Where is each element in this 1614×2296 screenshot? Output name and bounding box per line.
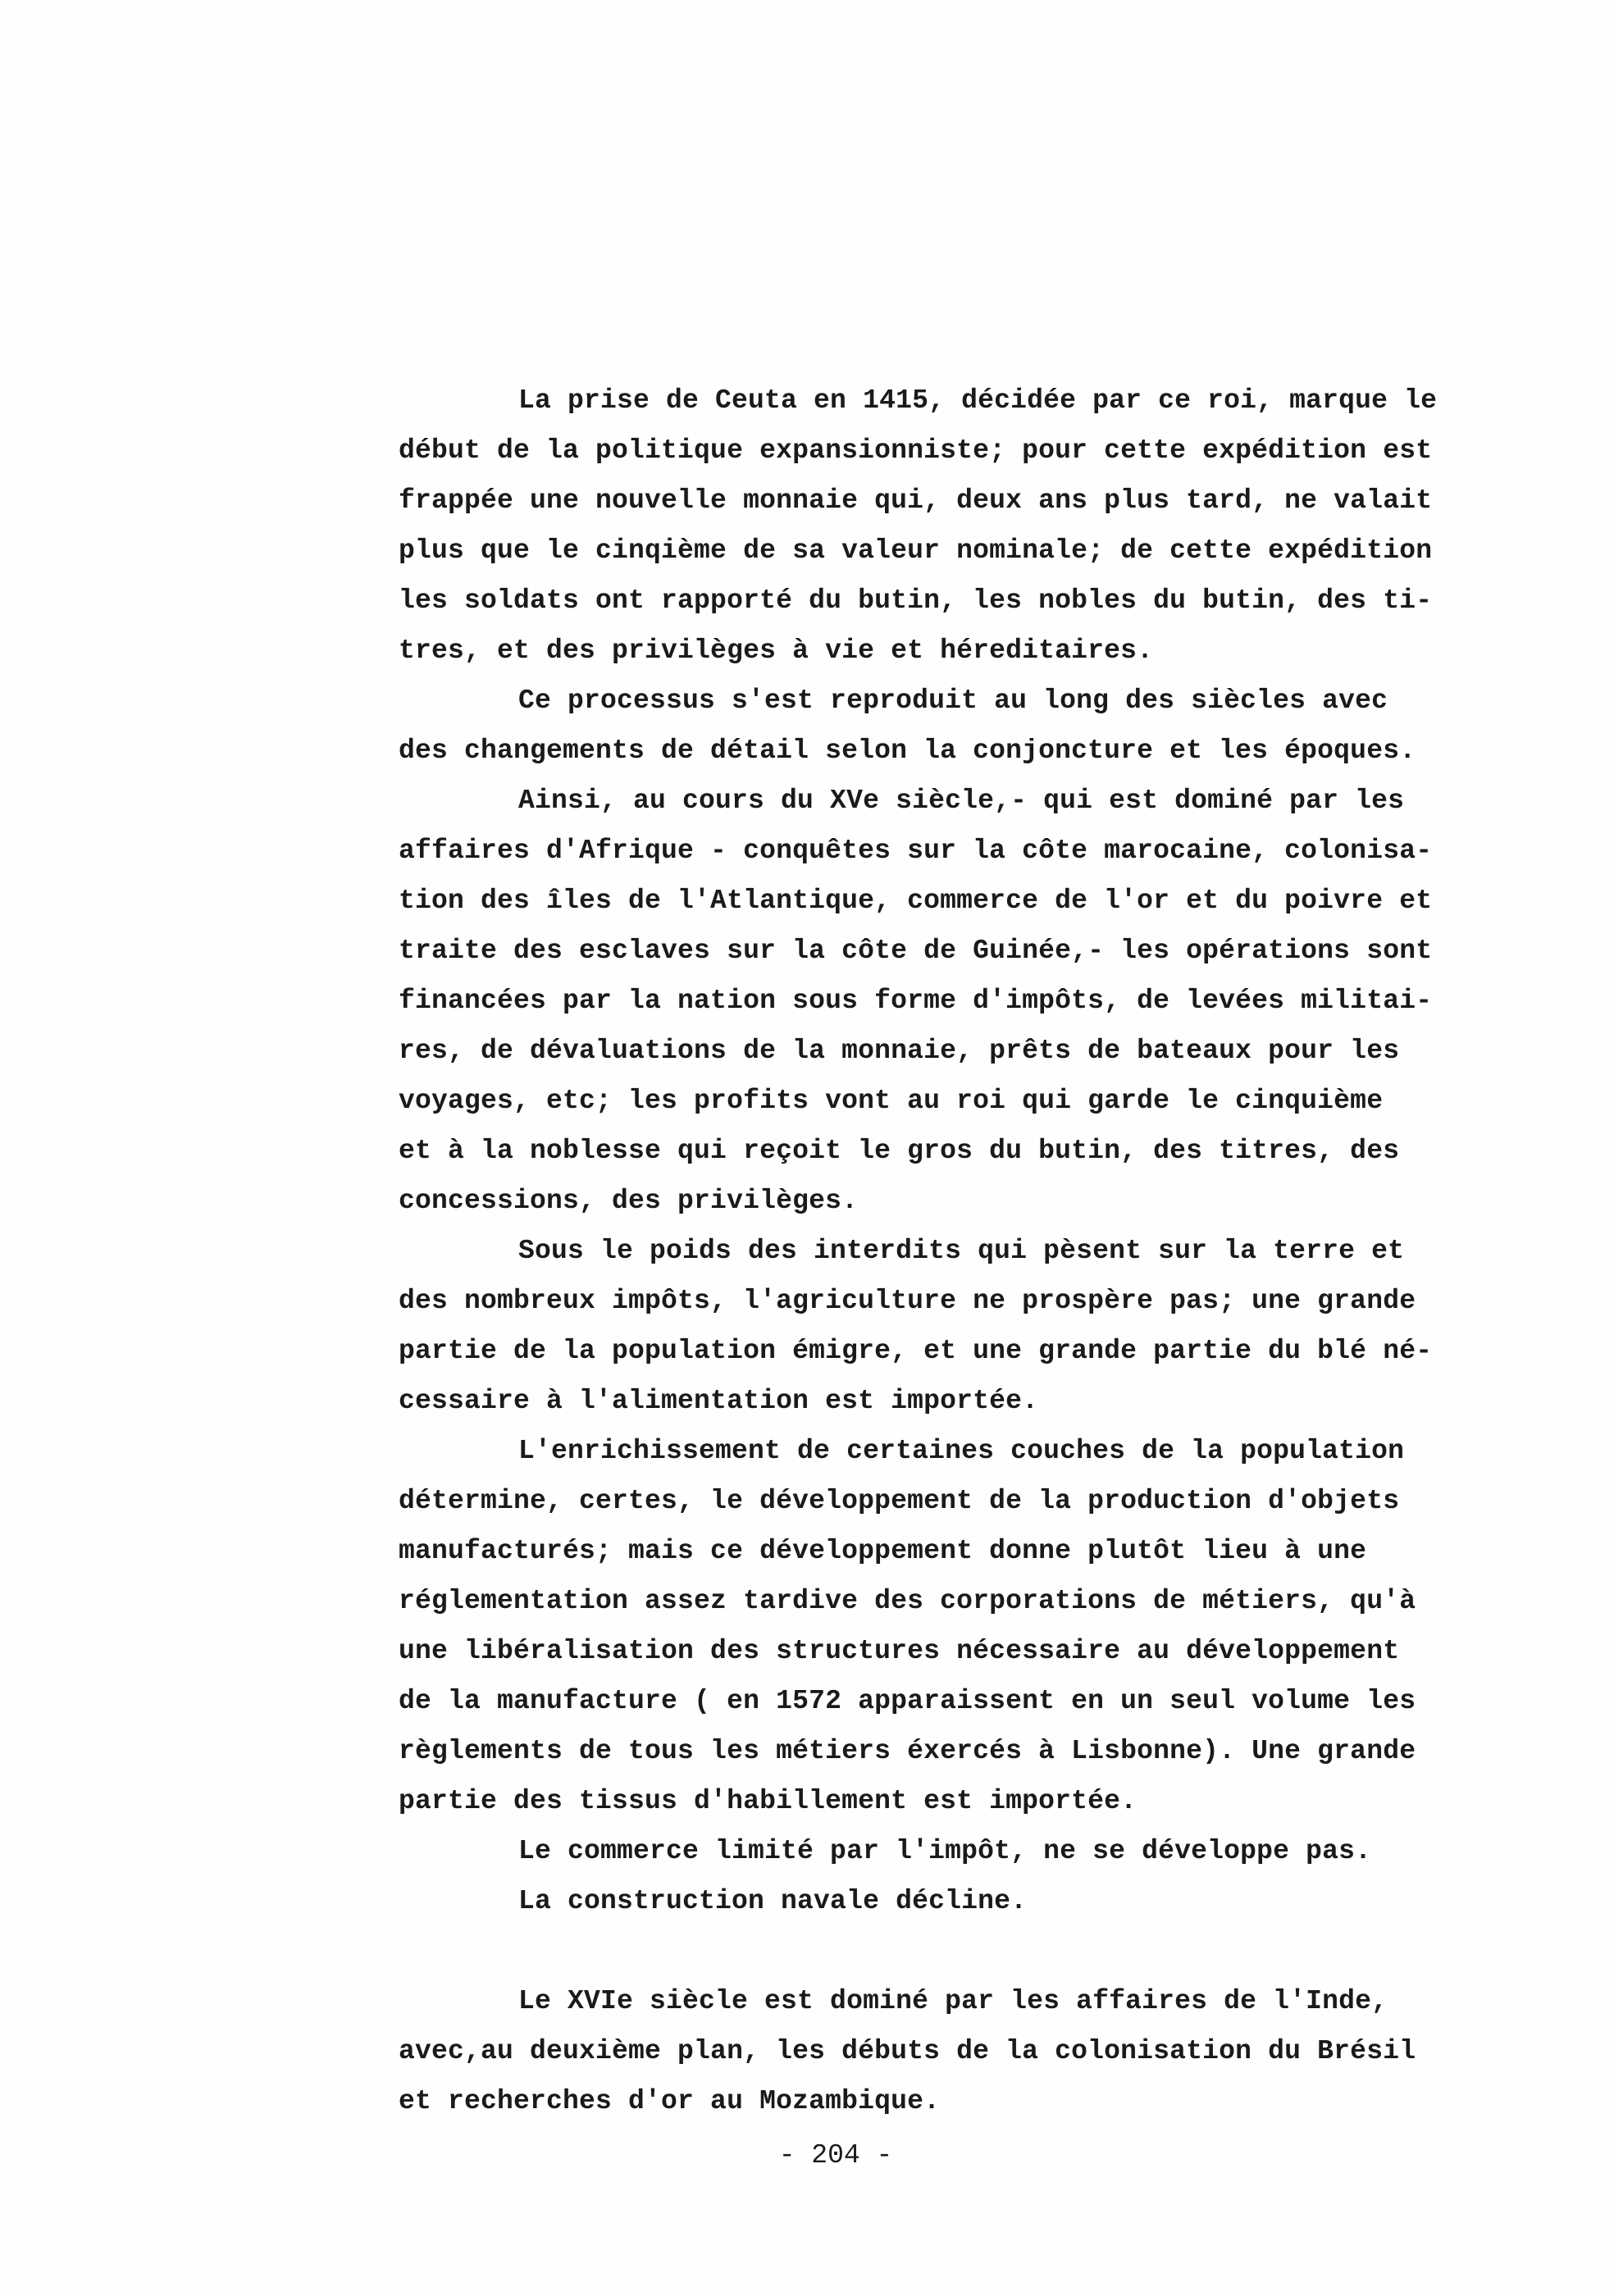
paragraph-commerce [399,1826,1494,1876]
text-line: frappée une nouvelle monnaie qui, deux ans plus tard, ne valait [399,485,1433,516]
text-line: détermine, certes, le développement de la production d'objets [399,1486,1400,1516]
text-line: début de la politique expansionniste; pour cette expédition est [399,435,1433,466]
body-text [399,376,1494,2126]
text-line: La construction navale décline. [518,1886,1028,1916]
text-line: L'enrichissement de certaines couches de la population [518,1436,1405,1466]
text-line: des nombreux impôts, l'agriculture ne prospère pas; une grande [399,1286,1416,1316]
text-line: réglementation assez tardive des corporations de métiers, qu'à [399,1586,1416,1616]
text-line: cessaire à l'alimentation est importée. [399,1386,1039,1416]
paragraph-xvie-siecle [399,1976,1494,2126]
text-line: de la manufacture ( en 1572 apparaissent en un seul volume les [399,1686,1416,1716]
text-line: Le XVIe siècle est dominé par les affaires de l'Inde, [518,1986,1388,2016]
text-line: Ce processus s'est reproduit au long des siècles avec [518,686,1388,716]
text-line: avec,au deuxième plan, les débuts de la colonisation du Brésil [399,2036,1416,2066]
paragraph-ceuta [399,376,1494,676]
paragraph-construction-navale [399,1876,1494,1926]
text-line: plus que le cinqième de sa valeur nominale; de cette expédition [399,535,1433,566]
text-line: financées par la nation sous forme d'impôts, de levées militai- [399,986,1433,1016]
text-line: partie des tissus d'habillement est importée. [399,1786,1138,1816]
text-line: affaires d'Afrique - conquêtes sur la côte marocaine, colonisa- [399,836,1433,866]
paragraph-xve-siecle [399,776,1494,1226]
text-line: partie de la population émigre, et une grande partie du blé né- [399,1336,1433,1366]
text-line: les soldats ont rapporté du butin, les nobles du butin, des ti- [399,585,1433,616]
text-line: et à la noblesse qui reçoit le gros du butin, des titres, des [399,1136,1400,1166]
text-line: res, de dévaluations de la monnaie, prêts de bateaux pour les [399,1036,1400,1066]
text-line: concessions, des privilèges. [399,1186,859,1216]
text-line: traite des esclaves sur la côte de Guinée,- les opérations sont [399,936,1433,966]
text-line: Ainsi, au cours du XVe siècle,- qui est dominé par les [518,786,1405,816]
text-line: tres, et des privilèges à vie et héreditaires. [399,636,1154,666]
text-line: Sous le poids des interdits qui pèsent sur la terre et [518,1236,1405,1266]
text-line: tion des îles de l'Atlantique, commerce de l'or et du poivre et [399,886,1433,916]
text-line: voyages, etc; les profits vont au roi qui garde le cinquième [399,1086,1384,1116]
paragraph-enrichissement [399,1426,1494,1826]
text-line: manufacturés; mais ce développement donne plutôt lieu à une [399,1536,1367,1566]
paragraph-gap [399,1926,1494,1976]
paragraph-processus [399,676,1494,776]
paragraph-agriculture [399,1226,1494,1426]
text-line: Le commerce limité par l'impôt, ne se développe pas. [518,1836,1372,1866]
text-line: La prise de Ceuta en 1415, décidée par ce roi, marque le [518,385,1438,416]
text-line: des changements de détail selon la conjoncture et les époques. [399,736,1416,766]
text-line: règlements de tous les métiers éxercés à Lisbonne). Une grande [399,1736,1416,1766]
text-line: une libéralisation des structures nécessaire au développement [399,1636,1400,1666]
page-number: - 204 - [778,2140,893,2171]
text-line: et recherches d'or au Mozambique. [399,2086,941,2116]
